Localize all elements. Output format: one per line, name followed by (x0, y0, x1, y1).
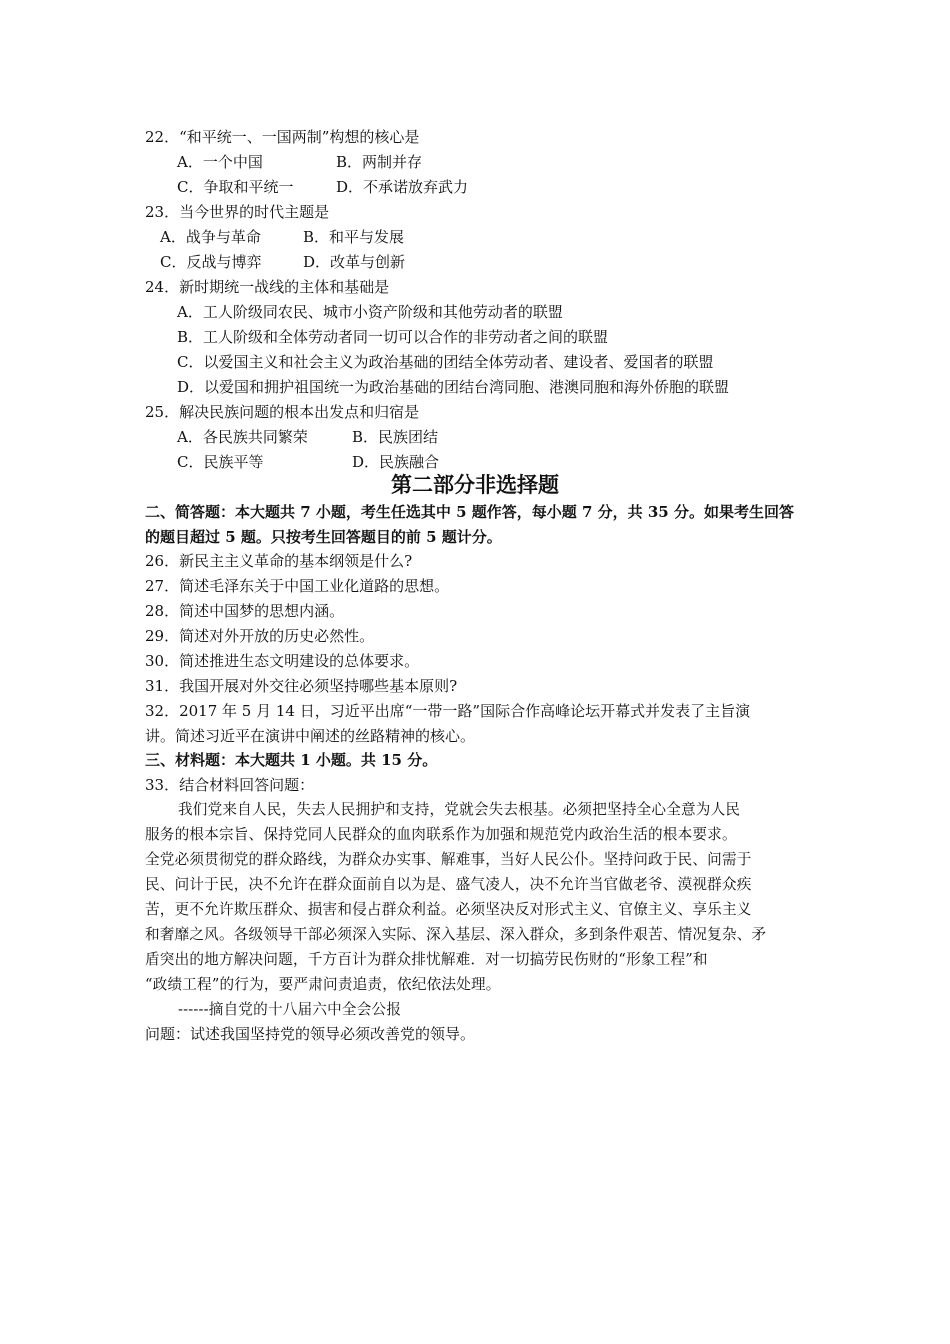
question-25-option-b: B．民族团结 (352, 428, 439, 446)
material-line: 全党必须贯彻党的群众路线，为群众办实事、解难事，当好人民公仆。坚持问政于民、问需于 (145, 851, 752, 868)
question-23-stem: 23．当今世界的时代主题是 (145, 203, 330, 221)
question-32-line1: 32．2017 年 5 月 14 日，习近平出席“一带一路”国际合作高峰论坛开幕式并发表了主旨演 (145, 702, 751, 720)
question-25-option-c: C．民族平等 (177, 453, 264, 471)
question-22-option-a: A．一个中国 (177, 153, 263, 171)
question-24-stem: 24．新时期统一战线的主体和基础是 (145, 278, 390, 296)
question-33-prompt: 问题：试述我国坚持党的领导必须改善党的领导。 (145, 1025, 476, 1043)
material-line: 苦，更不允许欺压群众、损害和侵占群众利益。必须坚决反对形式主义、官僚主义、享乐主义 (145, 901, 752, 918)
question-24-option-a: A．工人阶级同农民、城市小资产阶级和其他劳动者的联盟 (177, 303, 563, 321)
question-22-option-b: B．两制并存 (336, 153, 423, 171)
section3-heading: 三、材料题：本大题共 1 小题。共 15 分。 (145, 751, 438, 769)
question-24-option-b: B．工人阶级和全体劳动者同一切可以合作的非劳动者之间的联盟 (177, 328, 609, 346)
question-28: 28．简述中国梦的思想内涵。 (145, 602, 345, 620)
question-22-option-d: D．不承诺放弃武力 (336, 178, 469, 196)
material-line: 盾突出的地方解决问题，千方百计为群众排忧解难．对一切搞劳民伤财的“形象工程”和 (145, 951, 708, 968)
material-line: 我们党来自人民，失去人民拥护和支持，党就会失去根基。必须把坚持全心全意为人民 (178, 801, 741, 818)
question-31: 31．我国开展对外交往必须坚持哪些基本原则? (145, 677, 458, 695)
section2-heading-line2: 的题目超过 5 题。只按考生回答题目的前 5 题计分。 (145, 528, 502, 546)
question-25-option-d: D．民族融合 (352, 453, 440, 471)
material-source: ------摘自党的十八届六中全会公报 (178, 1001, 402, 1018)
material-line: “政绩工程”的行为，要严肃问责追责，依纪依法处理。 (145, 976, 501, 993)
question-30: 30．简述推进生态文明建设的总体要求。 (145, 652, 420, 670)
question-23-option-d: D．改革与创新 (303, 253, 406, 271)
section2-heading-line1: 二、简答题：本大题共 7 小题，考生任选其中 5 题作答，每小题 7 分，共 35 分。如果考生回答 (145, 503, 794, 521)
material-line: 和奢靡之风。各级领导干部必须深入实际、深入基层、深入群众，多到条件艰苦、情况复杂、矛 (145, 926, 767, 943)
question-26: 26．新民主主义革命的基本纲领是什么? (145, 552, 413, 570)
question-23-option-c: C．反战与博弈 (160, 253, 262, 271)
question-24-option-d: D．以爱国和拥护祖国统一为政治基础的团结台湾同胞、港澳同胞和海外侨胞的联盟 (177, 378, 730, 396)
question-27: 27．简述毛泽东关于中国工业化道路的思想。 (145, 577, 450, 595)
question-22-option-c: C．争取和平统一 (177, 178, 294, 196)
question-33: 33．结合材料回答问题： (145, 776, 315, 794)
question-32-line2: 讲。简述习近平在演讲中阐述的丝路精神的核心。 (145, 727, 476, 745)
question-29: 29．简述对外开放的历史必然性。 (145, 627, 375, 645)
material-line: 服务的根本宗旨、保持党同人民群众的血肉联系作为加强和规范党内政治生活的根本要求。 (145, 826, 737, 843)
question-25-option-a: A．各民族共同繁荣 (177, 428, 308, 446)
question-24-option-c: C．以爱国主义和社会主义为政治基础的团结全体劳动者、建设者、爱国者的联盟 (177, 353, 714, 371)
part2-title: 第二部分非选择题 (391, 472, 559, 497)
question-25-stem: 25．解决民族问题的根本出发点和归宿是 (145, 403, 420, 421)
question-23-option-b: B．和平与发展 (303, 228, 405, 246)
question-23-option-a: A．战争与革命 (160, 228, 261, 246)
question-22-stem: 22．“和平统一、一国两制”构想的核心是 (145, 128, 420, 146)
material-line: 民、问计于民，决不允许在群众面前自以为是、盛气凌人，决不允许当官做老爷、漠视群众疾 (145, 876, 752, 893)
